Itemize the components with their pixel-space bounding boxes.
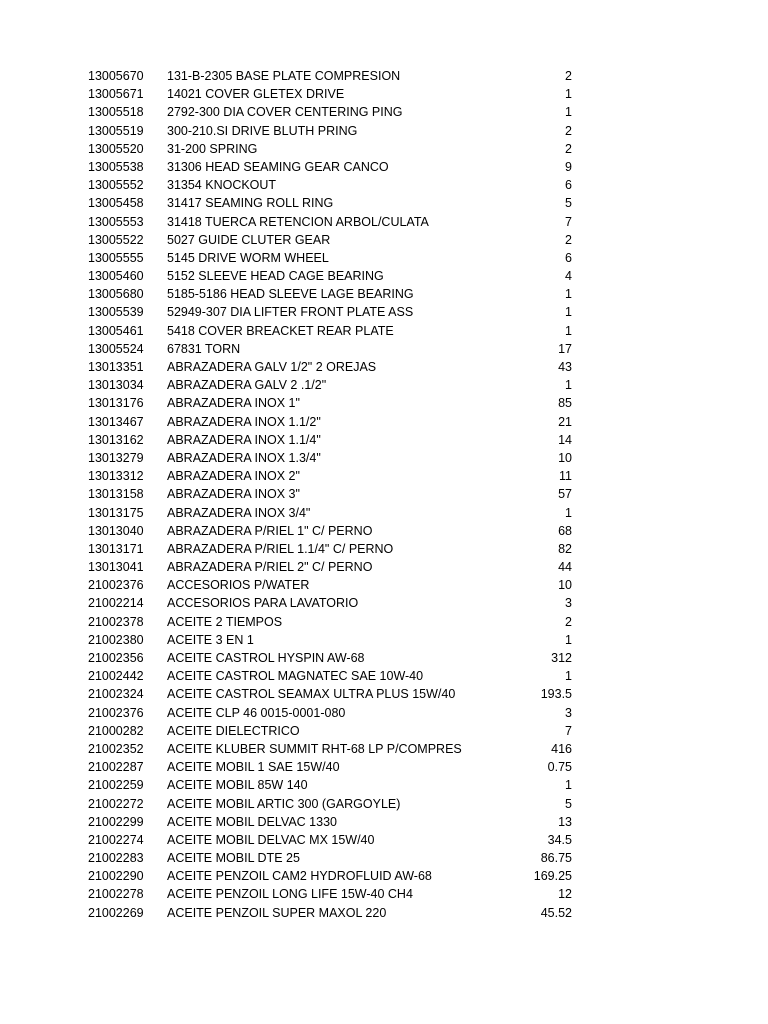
item-description: ACCESORIOS P/WATER: [167, 578, 310, 593]
item-description: ACEITE MOBIL 1 SAE 15W/40: [167, 760, 340, 775]
item-description: 14021 COVER GLETEX DRIVE: [167, 87, 345, 102]
item-quantity: 44: [558, 560, 572, 575]
table-row: [0, 831, 768, 849]
table-row: [0, 904, 768, 922]
table-row: [0, 158, 768, 176]
item-description: 31354 KNOCKOUT: [167, 178, 277, 193]
item-quantity: 1: [565, 87, 572, 102]
item-code: 13005522: [88, 232, 144, 247]
item-code: 13013034: [88, 378, 144, 393]
item-code: 13005460: [88, 269, 144, 284]
item-code: 21002378: [88, 614, 144, 629]
item-quantity: 82: [558, 541, 572, 556]
item-description: 5027 GUIDE CLUTER GEAR: [167, 232, 331, 247]
item-code: 13005680: [88, 287, 144, 302]
item-description: ACEITE PENZOIL SUPER MAXOL 220: [167, 905, 387, 920]
table-row: [0, 649, 768, 667]
item-code: 21002442: [88, 669, 144, 684]
item-description: 131-B-2305 BASE PLATE COMPRESION: [167, 69, 401, 83]
item-description: ABRAZADERA INOX 3": [167, 487, 300, 502]
item-code: 13005555: [88, 250, 144, 265]
item-quantity: 6: [565, 178, 572, 193]
item-quantity: 6: [565, 250, 572, 265]
item-quantity: 21: [558, 414, 572, 429]
item-quantity: 2: [565, 614, 572, 629]
item-quantity: 5: [565, 196, 572, 211]
item-code: 21002376: [88, 705, 144, 720]
item-description: ABRAZADERA INOX 1.1/2": [167, 414, 321, 429]
item-code: 13005553: [88, 214, 144, 229]
item-code: 13005552: [88, 178, 144, 193]
item-description: ACEITE PENZOIL LONG LIFE 15W-40 CH4: [167, 887, 413, 902]
item-description: ABRAZADERA INOX 2": [167, 469, 300, 484]
table-row: [0, 376, 768, 394]
item-quantity: 10: [558, 450, 572, 465]
table-row: [0, 594, 768, 612]
item-description: ABRAZADERA INOX 3/4": [167, 505, 311, 520]
table-row: [0, 449, 768, 467]
item-quantity: 2: [565, 123, 572, 138]
item-quantity: 11: [559, 469, 572, 484]
item-quantity: 3: [565, 596, 572, 611]
item-description: ACEITE MOBIL 85W 140: [167, 778, 308, 793]
item-code: 21002278: [88, 887, 144, 902]
item-description: 31-200 SPRING: [167, 141, 258, 156]
item-code: 13005519: [88, 123, 144, 138]
table-row: [0, 576, 768, 594]
item-code: 13005670: [88, 69, 144, 83]
item-code: 21002272: [88, 796, 144, 811]
item-quantity: 1: [565, 323, 572, 338]
table-row: [0, 558, 768, 576]
item-description: 31306 HEAD SEAMING GEAR CANCO: [167, 159, 389, 174]
item-description: ACEITE CASTROL HYSPIN AW-68: [167, 651, 365, 665]
item-description: 31418 TUERCA RETENCION ARBOL/CULATA: [167, 214, 429, 229]
item-quantity: 86.75: [540, 851, 572, 866]
item-code: 21002259: [88, 778, 144, 793]
table-row: [0, 322, 768, 340]
inventory-list: [0, 67, 768, 922]
item-quantity: 45.52: [540, 905, 572, 920]
item-quantity: 416: [551, 741, 572, 756]
item-code: 21002287: [88, 760, 144, 775]
table-row: [0, 267, 768, 285]
item-quantity: 17: [558, 341, 572, 356]
item-quantity: 1: [565, 105, 572, 120]
item-quantity: 0.75: [547, 760, 572, 775]
table-row: [0, 467, 768, 485]
table-row: [0, 413, 768, 431]
item-code: 13005518: [88, 105, 144, 120]
item-quantity: 5: [565, 796, 572, 811]
table-row: [0, 231, 768, 249]
item-quantity: 57: [558, 487, 572, 502]
item-description: ACEITE MOBIL DTE 25: [167, 851, 300, 866]
table-row: [0, 394, 768, 412]
item-quantity: 3: [565, 705, 572, 720]
item-code: 13005539: [88, 305, 144, 320]
item-code: 13005671: [88, 87, 144, 102]
table-row: [0, 776, 768, 794]
table-row: [0, 431, 768, 449]
item-code: 21002290: [88, 869, 144, 884]
table-row: [0, 613, 768, 631]
table-row: [0, 722, 768, 740]
item-description: 5152 SLEEVE HEAD CAGE BEARING: [167, 269, 384, 284]
item-code: 21002274: [88, 832, 144, 847]
item-code: 13013040: [88, 523, 144, 538]
item-code: 21002380: [88, 632, 144, 647]
item-quantity: 9: [565, 159, 572, 174]
item-description: ACEITE KLUBER SUMMIT RHT-68 LP P/COMPRES: [167, 741, 462, 756]
item-quantity: 1: [565, 505, 572, 520]
item-quantity: 1: [565, 287, 572, 302]
item-quantity: 169.25: [533, 869, 572, 884]
item-code: 21002283: [88, 851, 144, 866]
item-code: 13013279: [88, 450, 144, 465]
item-code: 13013171: [88, 541, 144, 556]
item-description: 31417 SEAMING ROLL RING: [167, 196, 334, 211]
table-row: [0, 740, 768, 758]
item-description: ACEITE CASTROL MAGNATEC SAE 10W-40: [167, 669, 424, 684]
item-quantity: 1: [565, 778, 572, 793]
item-quantity: 312: [551, 651, 572, 665]
item-code: 21002299: [88, 814, 144, 829]
item-code: 13013351: [88, 360, 144, 374]
item-code: 21000282: [88, 723, 144, 738]
item-description: ACEITE PENZOIL CAM2 HYDROFLUID AW-68: [167, 869, 432, 884]
item-description: ABRAZADERA INOX 1": [167, 396, 300, 411]
table-row: [0, 176, 768, 194]
table-row: [0, 631, 768, 649]
table-row: [0, 667, 768, 685]
item-code: 13013162: [88, 432, 144, 447]
item-quantity: 7: [565, 214, 572, 229]
table-row: [0, 704, 768, 722]
item-code: 21002376: [88, 578, 144, 593]
item-description: ACEITE MOBIL DELVAC MX 15W/40: [167, 832, 375, 847]
table-row: [0, 504, 768, 522]
item-code: 13013312: [88, 469, 144, 484]
item-code: 13005461: [88, 323, 144, 338]
item-code: 13013176: [88, 396, 144, 411]
table-row: [0, 213, 768, 231]
table-row: [0, 85, 768, 103]
table-row: [0, 685, 768, 703]
item-code: 21002352: [88, 741, 144, 756]
table-row: [0, 849, 768, 867]
item-code: 13013467: [88, 414, 144, 429]
item-quantity: 13: [558, 814, 572, 829]
item-quantity: 43: [558, 360, 572, 374]
table-row: [0, 122, 768, 140]
item-quantity: 12: [558, 887, 572, 902]
table-row: [0, 249, 768, 267]
item-description: ABRAZADERA INOX 1.3/4": [167, 450, 321, 465]
item-quantity: 68: [558, 523, 572, 538]
item-description: ACEITE CASTROL SEAMAX ULTRA PLUS 15W/40: [167, 687, 456, 702]
item-code: 13013041: [88, 560, 144, 575]
item-description: ACEITE CLP 46 0015-0001-080: [167, 705, 346, 720]
item-description: ACEITE DIELECTRICO: [167, 723, 300, 738]
table-row: [0, 485, 768, 503]
table-row: [0, 194, 768, 212]
item-quantity: 193.5: [540, 687, 572, 702]
table-row: [0, 758, 768, 776]
item-code: 21002269: [88, 905, 144, 920]
item-description: ACEITE MOBIL DELVAC 1330: [167, 814, 337, 829]
item-description: 300-210.SI DRIVE BLUTH PRING: [167, 123, 358, 138]
item-description: ABRAZADERA P/RIEL 2" C/ PERNO: [167, 560, 373, 575]
item-code: 13005524: [88, 341, 144, 356]
table-row: [0, 358, 768, 376]
item-code: 13005520: [88, 141, 144, 156]
table-row: [0, 522, 768, 540]
item-code: 21002356: [88, 651, 144, 665]
item-quantity: 7: [565, 723, 572, 738]
table-row: [0, 867, 768, 885]
item-description: 2792-300 DIA COVER CENTERING PING: [167, 105, 403, 120]
item-quantity: 1: [565, 378, 572, 393]
item-quantity: 1: [565, 632, 572, 647]
item-description: 5185-5186 HEAD SLEEVE LAGE BEARING: [167, 287, 414, 302]
item-code: 13013175: [88, 505, 144, 520]
table-row: [0, 813, 768, 831]
item-quantity: 34.5: [547, 832, 572, 847]
item-code: 13005538: [88, 159, 144, 174]
item-code: 13005458: [88, 196, 144, 211]
table-row: [0, 103, 768, 121]
table-row: [0, 285, 768, 303]
item-description: ABRAZADERA GALV 2 .1/2": [167, 378, 327, 393]
item-description: ABRAZADERA P/RIEL 1.1/4" C/ PERNO: [167, 541, 394, 556]
item-description: 5145 DRIVE WORM WHEEL: [167, 250, 329, 265]
item-description: 5418 COVER BREACKET REAR PLATE: [167, 323, 394, 338]
item-code: 13013158: [88, 487, 144, 502]
item-quantity: 85: [558, 396, 572, 411]
item-quantity: 1: [565, 305, 572, 320]
item-quantity: 14: [558, 432, 572, 447]
item-description: ACEITE 2 TIEMPOS: [167, 614, 283, 629]
item-description: 67831 TORN: [167, 341, 241, 356]
item-code: 21002214: [88, 596, 144, 611]
item-quantity: 2: [565, 232, 572, 247]
table-row: [0, 885, 768, 903]
item-code: 21002324: [88, 687, 144, 702]
item-description: ACCESORIOS PARA LAVATORIO: [167, 596, 359, 611]
table-row: [0, 303, 768, 321]
item-quantity: 4: [565, 269, 572, 284]
item-quantity: 2: [565, 69, 572, 83]
table-row: [0, 795, 768, 813]
item-quantity: 2: [565, 141, 572, 156]
item-quantity: 10: [558, 578, 572, 593]
item-quantity: 1: [565, 669, 572, 684]
table-row: [0, 140, 768, 158]
table-row: [0, 540, 768, 558]
item-description: ABRAZADERA GALV 1/2" 2 OREJAS: [167, 360, 377, 374]
item-description: ABRAZADERA INOX 1.1/4": [167, 432, 321, 447]
item-description: ACEITE MOBIL ARTIC 300 (GARGOYLE): [167, 796, 401, 811]
table-row: [0, 67, 768, 85]
item-description: ABRAZADERA P/RIEL 1" C/ PERNO: [167, 523, 373, 538]
table-row: [0, 340, 768, 358]
item-description: 52949-307 DIA LIFTER FRONT PLATE ASS: [167, 305, 414, 320]
item-description: ACEITE 3 EN 1: [167, 632, 254, 647]
